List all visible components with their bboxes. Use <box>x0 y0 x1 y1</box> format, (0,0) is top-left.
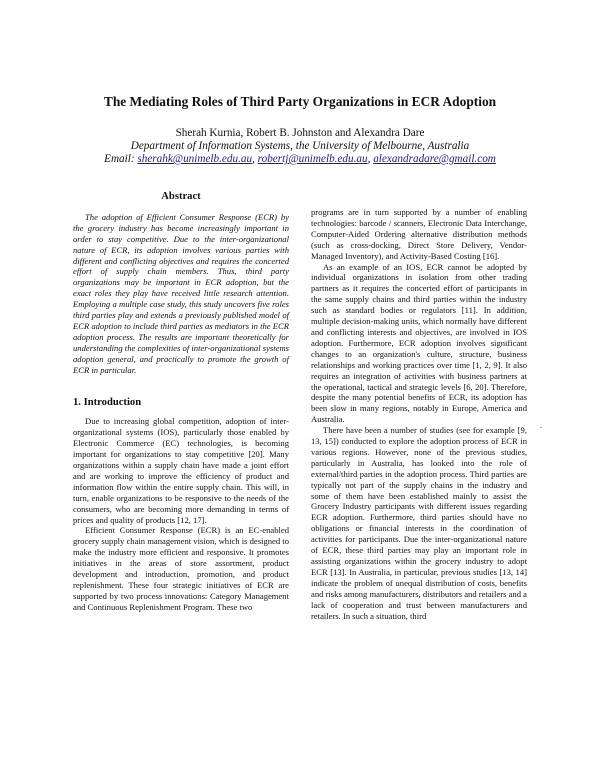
email-separator: , <box>252 153 255 165</box>
email-separator: , <box>367 153 371 165</box>
author-list: Sherah Kurnia, Robert B. Johnston and Alexandra Dare <box>175 127 425 139</box>
email-line <box>60 153 540 165</box>
email-link-johnston[interactable]: robertj@unimelb.edu.au <box>257 153 368 165</box>
body-paragraph: As an example of an IOS, ECR cannot be adopted by individual organizations in isolation from other trading partners as it requires the concerted effort of participants in the same supply chains and third parties within the industry such as standard bodies or regulators [11]. In addition, multiple decision-making units, which normally have different and conflicting interests and objectives, are involved in IOS adoption. Furthermore, ECR adoption involves significant changes to an organization's culture, structure, business relationships and working practices over time [1, 2, 9]. It also requires an integration of activities with business partners at the operational, tactical and strategic levels [6, 20]. Therefore, despite the many potential benefits of ECR, its adoption has been slow in many regions, notably in Europe, America and Australia. <box>311 261 527 425</box>
body-paragraph: Efficient Consumer Response (ECR) is an EC-enabled grocery supply chain management vision, which is designed to make the industry more efficient and responsive. It promotes initiatives in the areas of store assortment, product development and introduction, promotion, and product replenishment. These four strategic initiatives of ECR are supported by two process innovations: Category Management and Continuous Replenishment Program. These two <box>73 525 289 612</box>
left-column <box>73 192 289 613</box>
abstract-heading: Abstract <box>161 191 201 202</box>
abstract-body: The adoption of Efficient Consumer Response (ECR) by the grocery industry has become increasingly important in order to stay competitive. Due to the inter-organizational nature of ECR, its adoption involves various parties with different and conflicting objectives and requires the concerted effort of supply chain members. Thus, third party organizations may be important in ECR adoption, but the exact roles they play have received little research attention. Employing a multiple case study, this study uncovers five roles third parties play and extends a previously published model of ECR adoption to include third parties as mediators in the ECR adoption process. The results are important theoretically for understanding the complexities of inter-organizational systems adoption general, and practically to promote the growth of ECR in particular. <box>73 211 290 375</box>
affiliation: Department of Information Systems, the University of Melbourne, Australia <box>130 140 470 152</box>
email-label: Email: <box>104 153 135 165</box>
right-column <box>311 207 527 621</box>
margin-mark: . <box>540 421 542 430</box>
body-paragraph: There have been a number of studies (see for example [9, 13, 15]) conducted to explore the adoption process of ECR in various regions. However, none of the previous studies, particularly in Australia, has looked into the role of external/third parties in the adoption process. Third parties are typically not part of the supply chains in the industry and some of them have been established mainly to assist the Grocery Industry participants with different issues regarding ECR adoption. Furthermore, third parties should have no obligations or financial interests in the coordination of activities for participants. Due the inter-organizational nature of ECR, these third parties may play an important role in assisting organizations within the grocery industry to adopt ECR [13]. In Australia, in particular, previous studies [13, 14] indicate the problem of unequal distribution of costs, benefits and risks among manufacturers, distributors and retailers and a lack of cooperation and trust between manufacturers and retailers. In such a situation, third <box>311 425 527 621</box>
paper-title: The Mediating Roles of Third Party Organizations in ECR Adoption <box>103 94 497 109</box>
body-paragraph: Due to increasing global competition, adoption of inter-organizational systems (IOS), particularly those enabled by Electronic Commerce (EC) technologies, is becoming important for organizations to stay competitive [20]. Many organizations within a supply chain have made a joint effort and are working to improve the efficiency of product and information flow within the entire supply chain. This will, in turn, enable organizations to be responsive to the needs of the consumers, who are becoming more demanding in terms of prices and quality of products [12, 17]. <box>73 416 289 525</box>
section-heading-introduction: 1. Introduction <box>73 396 142 408</box>
body-paragraph: programs are in turn supported by a number of enabling technologies: barcode / scanners, Electronic Data Interchange, Computer-Aided Ordering alternative distribution methods (such as cross-docking, Direct Store Delivery, Vendor-Managed Inventory), and Activity-Based Costing [16]. <box>311 207 527 261</box>
email-link-kurnia[interactable]: sherahk@unimelb.edu.au <box>137 153 253 165</box>
email-link-dare[interactable]: alexandradare@gmail.com <box>373 153 496 165</box>
